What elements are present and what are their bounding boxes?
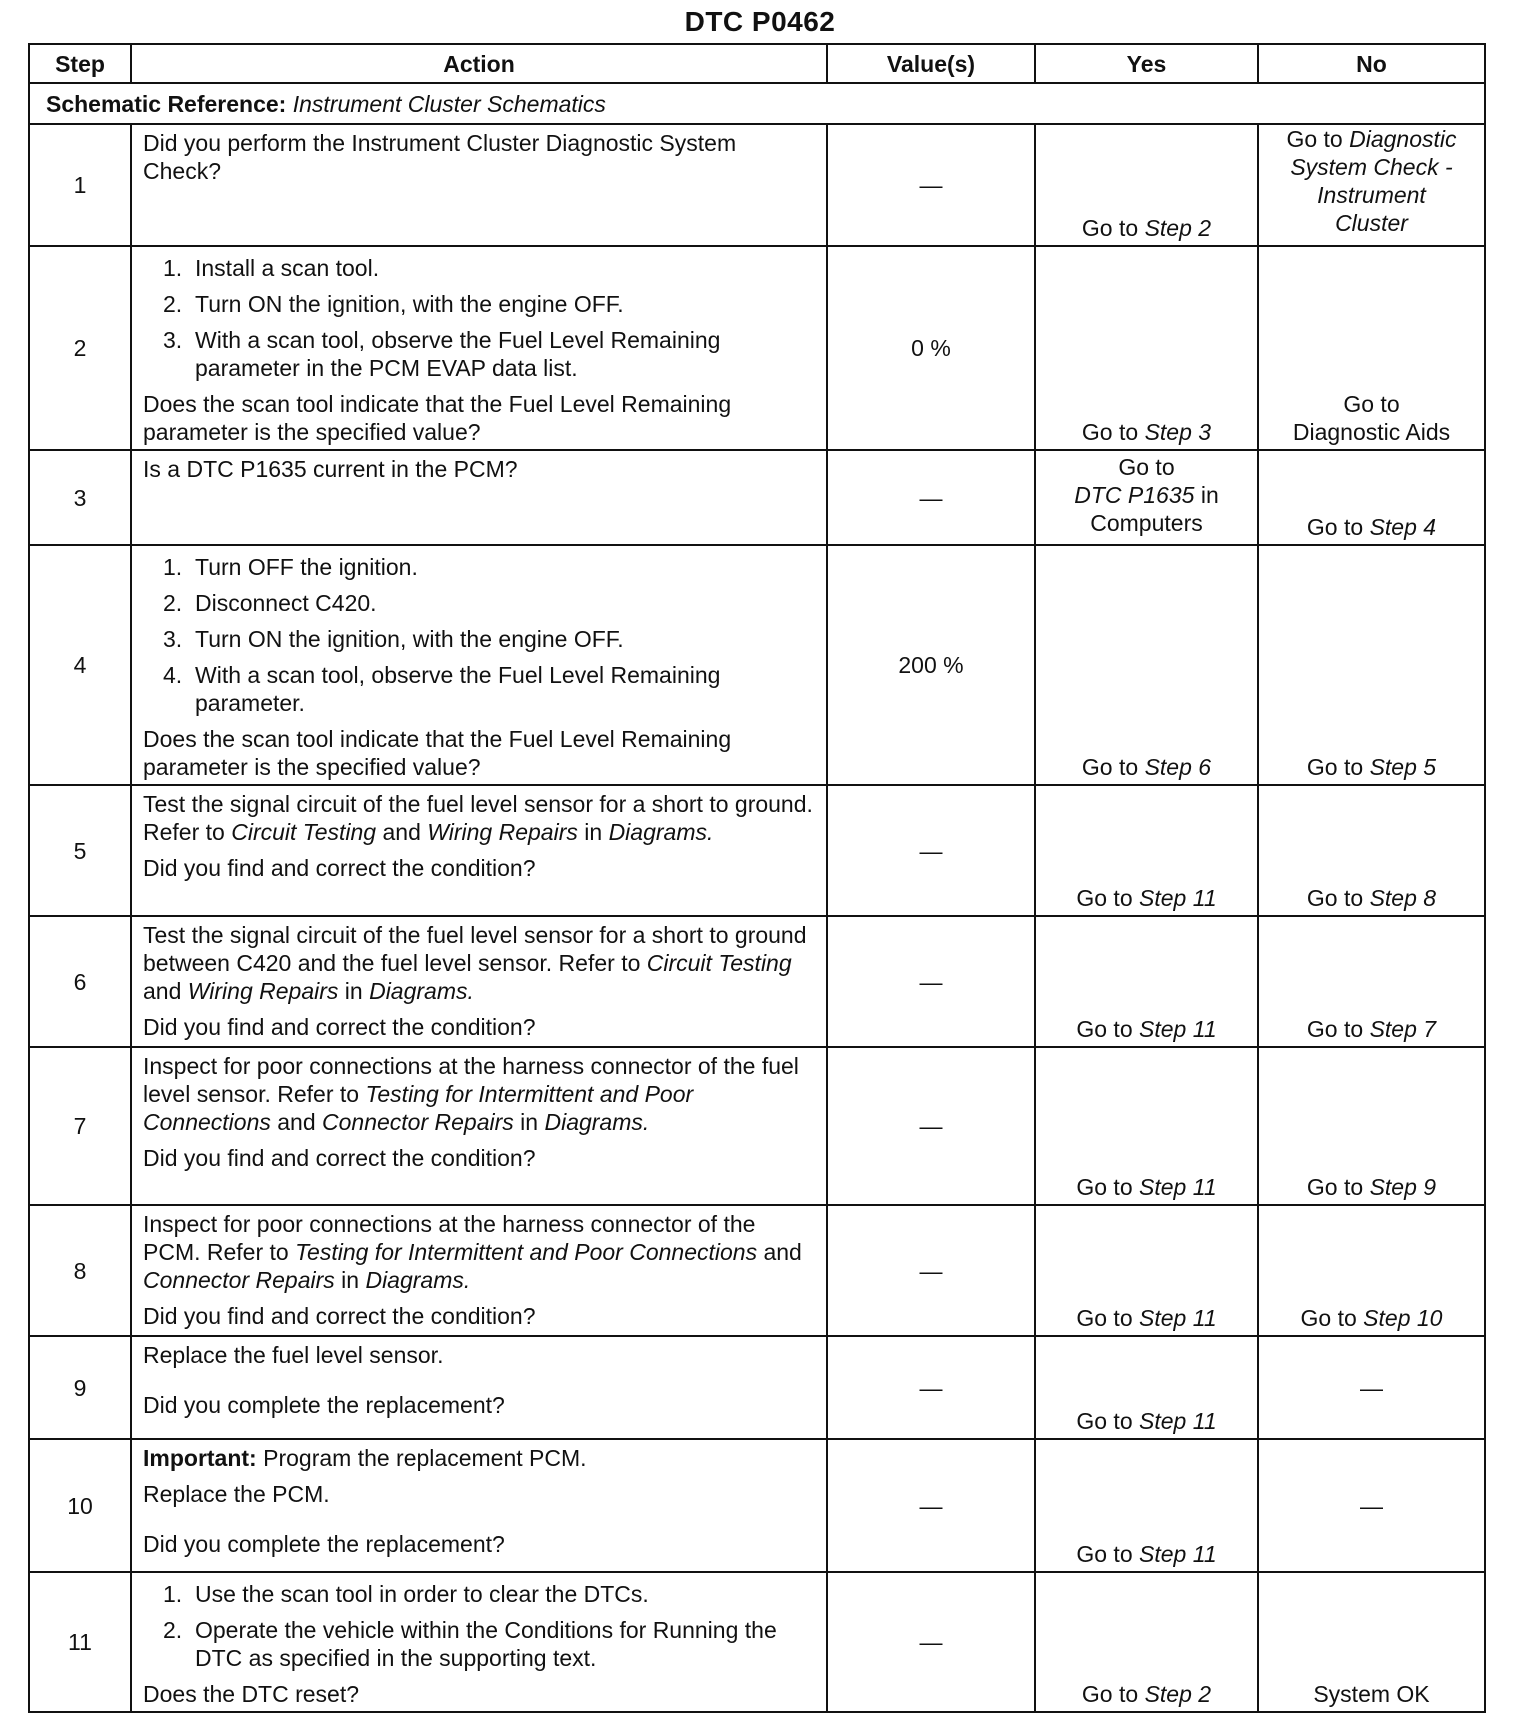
step-link: Step 10 bbox=[1363, 1305, 1443, 1331]
step-link: Step 6 bbox=[1144, 754, 1212, 780]
action-text: Inspect for poor connections at the harness connector of the fuel level sensor. Refer to Testing for Intermittent and Poor Connections and Connector Repairs in Diagrams. Did you find and correct the condition? bbox=[131, 1047, 827, 1205]
value-cell: — bbox=[827, 1205, 1035, 1336]
reference-link[interactable]: Diagrams. bbox=[608, 819, 714, 845]
no-cell[interactable]: Go to Step 8 bbox=[1258, 785, 1485, 916]
yes-cell[interactable]: Go to Step 11 bbox=[1035, 785, 1258, 916]
value-cell: — bbox=[827, 450, 1035, 545]
reference-link[interactable]: Testing for Intermittent and Poor Connections bbox=[295, 1239, 758, 1265]
reference-link[interactable]: Connector Repairs bbox=[143, 1267, 335, 1293]
table-row bbox=[29, 246, 1485, 450]
reference-link[interactable]: Diagrams. bbox=[544, 1109, 650, 1135]
action-question: Does the scan tool indicate that the Fuel Level Remaining parameter is the specified value? bbox=[143, 391, 732, 445]
substep-list bbox=[143, 1580, 816, 1672]
schematic-reference-label: Schematic Reference: bbox=[46, 90, 287, 117]
step-link: Step 9 bbox=[1369, 1174, 1437, 1200]
no-cell bbox=[1258, 1439, 1485, 1572]
header-yes: Yes bbox=[1035, 44, 1258, 83]
step-link: Step 7 bbox=[1369, 1016, 1437, 1042]
reference-link[interactable]: Wiring Repairs bbox=[187, 978, 339, 1004]
action-question: Does the scan tool indicate that the Fuel Level Remaining parameter is the specified value? bbox=[143, 726, 732, 780]
value-cell: — bbox=[827, 124, 1035, 246]
table-row bbox=[29, 545, 1485, 785]
value-cell: 0 % bbox=[827, 246, 1035, 450]
header-step: Step bbox=[29, 44, 131, 83]
no-cell[interactable] bbox=[1258, 246, 1485, 450]
reference-link[interactable]: Diagrams. bbox=[365, 1267, 471, 1293]
action-text bbox=[131, 1572, 827, 1712]
step-link: Step 2 bbox=[1144, 1681, 1212, 1707]
action-text bbox=[131, 545, 827, 785]
value-cell: — bbox=[827, 1572, 1035, 1712]
no-dash: — bbox=[1360, 1374, 1383, 1401]
action-question: Did you complete the replacement? bbox=[143, 1531, 505, 1557]
page-title: DTC P0462 bbox=[684, 6, 836, 37]
substep-item: 4. With a scan tool, observe the Fuel Level Remaining parameter. bbox=[163, 662, 721, 716]
substep-item: 2. Turn ON the ignition, with the engine OFF. bbox=[163, 291, 624, 317]
no-cell[interactable]: Go to Step 5 bbox=[1258, 545, 1485, 785]
no-link-line: Instrument bbox=[1317, 182, 1426, 208]
table-row bbox=[29, 450, 1485, 545]
table-row bbox=[29, 785, 1485, 916]
action-text: Test the signal circuit of the fuel level sensor for a short to ground. Refer to Circuit Testing and Wiring Repairs in Diagrams. Did you find and correct the condition? bbox=[131, 785, 827, 916]
step-number: 2 bbox=[29, 246, 131, 450]
action-text: Important: Program the replacement PCM. Replace the PCM. Did you complete the replacement? bbox=[131, 1439, 827, 1572]
no-cell[interactable]: Go to Step 4 bbox=[1258, 450, 1485, 545]
goto-text: Go to bbox=[1081, 215, 1139, 241]
action-text bbox=[131, 124, 827, 246]
value-cell: — bbox=[827, 1439, 1035, 1572]
yes-cell[interactable]: Go to Step 11 bbox=[1035, 1205, 1258, 1336]
action-question: Did you complete the replacement? bbox=[143, 1392, 505, 1418]
substep-item: 2. Disconnect C420. bbox=[163, 590, 377, 616]
yes-cell[interactable] bbox=[1035, 124, 1258, 246]
header-no: No bbox=[1258, 44, 1485, 83]
important-label: Important: bbox=[143, 1445, 257, 1471]
action-question: Did you perform the Instrument Cluster Diagnostic System Check? bbox=[143, 130, 737, 184]
substep-list bbox=[143, 254, 816, 382]
step-link: Step 4 bbox=[1369, 514, 1437, 540]
no-cell bbox=[1258, 1336, 1485, 1439]
action-text bbox=[131, 1336, 827, 1439]
substep-item: 1. Turn OFF the ignition. bbox=[163, 554, 418, 580]
action-question: Did you find and correct the condition? bbox=[143, 855, 536, 881]
no-link-line: Cluster bbox=[1335, 210, 1408, 236]
value-cell: 200 % bbox=[827, 545, 1035, 785]
reference-link[interactable]: Circuit Testing bbox=[646, 950, 792, 976]
dtc-link: DTC P1635 bbox=[1074, 482, 1195, 508]
table-row bbox=[29, 916, 1485, 1047]
yes-cell[interactable]: Go to Step 11 bbox=[1035, 1047, 1258, 1205]
section-text: Computers bbox=[1090, 510, 1203, 536]
reference-link[interactable]: Circuit Testing bbox=[231, 819, 377, 845]
step-number: 10 bbox=[29, 1439, 131, 1572]
step-number: 7 bbox=[29, 1047, 131, 1205]
action-question: Does the DTC reset? bbox=[143, 1681, 360, 1707]
step-number: 6 bbox=[29, 916, 131, 1047]
yes-cell[interactable]: Go to Step 11 bbox=[1035, 1336, 1258, 1439]
header-action: Action bbox=[131, 44, 827, 83]
schematic-reference-link[interactable]: Instrument Cluster Schematics bbox=[292, 90, 606, 117]
no-dash: — bbox=[1360, 1492, 1383, 1519]
step-link: Step 11 bbox=[1139, 885, 1217, 911]
step-link: Step 11 bbox=[1139, 1408, 1217, 1434]
value-cell: — bbox=[827, 1047, 1035, 1205]
step-link: Step 5 bbox=[1369, 754, 1437, 780]
value-cell: — bbox=[827, 916, 1035, 1047]
table-row bbox=[29, 1439, 1485, 1572]
no-link-line: Diagnostic bbox=[1349, 126, 1457, 152]
step-number: 9 bbox=[29, 1336, 131, 1439]
step-link: Step 11 bbox=[1139, 1174, 1217, 1200]
yes-cell[interactable]: Go to Step 11 bbox=[1035, 916, 1258, 1047]
diagnostic-table bbox=[28, 43, 1486, 1713]
step-link: Step 3 bbox=[1144, 419, 1212, 445]
value-cell: — bbox=[827, 1336, 1035, 1439]
step-link: Step 2 bbox=[1144, 215, 1212, 241]
yes-cell[interactable]: Go to Step 3 bbox=[1035, 246, 1258, 450]
yes-cell[interactable]: Go to DTC P1635 in Computers bbox=[1035, 450, 1258, 545]
action-question: Did you find and correct the condition? bbox=[143, 1145, 536, 1171]
action-instruction: Replace the fuel level sensor. bbox=[143, 1342, 444, 1368]
yes-cell[interactable]: Go to Step 11 bbox=[1035, 1439, 1258, 1572]
reference-link[interactable]: Testing for Intermittent and Poor Connections bbox=[143, 1081, 694, 1135]
step-link: Step 8 bbox=[1369, 885, 1437, 911]
reference-link[interactable]: Connector Repairs bbox=[322, 1109, 514, 1135]
substep-item: 1. Use the scan tool in order to clear the DTCs. bbox=[163, 1581, 649, 1607]
action-text: Test the signal circuit of the fuel level sensor for a short to ground between C420 and the fuel level sensor. Refer to Circuit Testing and Wiring Repairs in Diagrams. Did you find and correct the condition? bbox=[131, 916, 827, 1047]
step-number: 5 bbox=[29, 785, 131, 916]
step-number: 1 bbox=[29, 124, 131, 246]
reference-link[interactable]: Wiring Repairs bbox=[427, 819, 578, 845]
no-cell[interactable]: Go to Step 10 bbox=[1258, 1205, 1485, 1336]
step-link: Step 11 bbox=[1139, 1541, 1217, 1567]
no-link-line: System Check - bbox=[1290, 154, 1453, 180]
reference-link[interactable]: Diagrams. bbox=[369, 978, 474, 1004]
action-text bbox=[131, 246, 827, 450]
goto-text: Go to bbox=[1343, 391, 1400, 417]
action-question: Did you find and correct the condition? bbox=[143, 1014, 536, 1040]
step-link: Step 11 bbox=[1139, 1305, 1217, 1331]
action-instruction: Replace the PCM. bbox=[143, 1481, 330, 1507]
step-link: Step 11 bbox=[1139, 1016, 1217, 1042]
no-cell bbox=[1258, 1572, 1485, 1712]
substep-item: 3. With a scan tool, observe the Fuel Level Remaining parameter in the PCM EVAP data list. bbox=[163, 327, 721, 381]
action-text: Inspect for poor connections at the harness connector of the PCM. Refer to Testing for Intermittent and Poor Connections and Connector Repairs in Diagrams. Did you find and correct the condition? bbox=[131, 1205, 827, 1336]
step-number: 4 bbox=[29, 545, 131, 785]
table-row bbox=[29, 1572, 1485, 1712]
value-cell: — bbox=[827, 785, 1035, 916]
action-question: Did you find and correct the condition? bbox=[143, 1303, 536, 1329]
goto-text: Go to bbox=[1118, 454, 1175, 480]
schematic-reference-row bbox=[29, 83, 1485, 124]
table-row bbox=[29, 124, 1485, 246]
no-cell[interactable] bbox=[1258, 124, 1485, 246]
table-row bbox=[29, 1205, 1485, 1336]
substep-item: 3. Turn ON the ignition, with the engine OFF. bbox=[163, 626, 624, 652]
yes-cell[interactable]: Go to Step 6 bbox=[1035, 545, 1258, 785]
table-row bbox=[29, 1047, 1485, 1205]
no-cell[interactable]: Go to Step 7 bbox=[1258, 916, 1485, 1047]
goto-text: Go to bbox=[1286, 126, 1343, 152]
substep-list bbox=[143, 553, 816, 717]
table-row bbox=[29, 1336, 1485, 1439]
yes-cell[interactable]: Go to Step 2 bbox=[1035, 1572, 1258, 1712]
substep-item: 2. Operate the vehicle within the Conditions for Running the DTC as specified in the supporting text. bbox=[163, 1617, 777, 1671]
step-number: 11 bbox=[29, 1572, 131, 1712]
system-ok-text: System OK bbox=[1313, 1681, 1430, 1707]
no-link-text: Diagnostic Aids bbox=[1292, 419, 1451, 445]
no-cell[interactable]: Go to Step 9 bbox=[1258, 1047, 1485, 1205]
step-number: 3 bbox=[29, 450, 131, 545]
step-number: 8 bbox=[29, 1205, 131, 1336]
schematic-reference bbox=[29, 83, 1485, 124]
substep-item: 1. Install a scan tool. bbox=[163, 255, 380, 281]
action-text: Is a DTC P1635 current in the PCM? bbox=[131, 450, 827, 545]
header-row bbox=[29, 44, 1485, 83]
header-values: Value(s) bbox=[827, 44, 1035, 83]
